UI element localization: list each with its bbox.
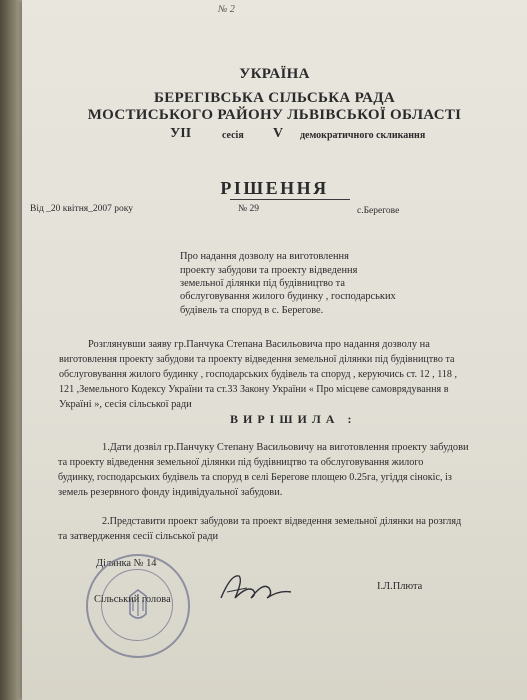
handwritten-signature xyxy=(217,568,297,608)
subject-line: проекту забудови та проекту відведення xyxy=(180,265,358,276)
convocation-number: V xyxy=(273,126,284,141)
subject-line: обслуговування жилого будинку , господарських xyxy=(180,291,396,302)
session-label: сесія xyxy=(222,130,244,141)
page-edge-shadow xyxy=(0,0,22,700)
preamble-line: Розглянувши заяву гр.Панчука Степана Васильовича про надання дозволу на xyxy=(88,339,430,350)
preamble-line: обслуговування жилого будинку , господарських будівель та споруд , керуючись ст. 12 , 118 , xyxy=(59,369,458,380)
signature-role: Сільський голова xyxy=(94,594,171,605)
item-line: та проекту відведення земельної ділянки під будівництво та обслуговування жилого xyxy=(58,457,424,468)
signatory-name: І.Л.Плюта xyxy=(377,581,423,592)
council-name-line2: МОСТИСЬКОГО РАЙОНУ ЛЬВІВСЬКОЇ ОБЛАСТІ xyxy=(87,107,462,123)
preamble-line: виготовлення проекту забудови та проекту відведення земельної ділянки під будівництво та xyxy=(59,354,455,365)
item-line: 1.Дати дозвіл гр.Панчуку Степану Васильовичу на виготовлення проекту забудови xyxy=(102,442,469,453)
title-underline xyxy=(230,199,350,200)
plot-number: Ділянка № 14 xyxy=(96,558,157,569)
subject-line: земельної ділянки під будівництво та xyxy=(180,278,345,289)
country-heading: УКРАЇНА xyxy=(239,66,310,82)
council-name-line1: БЕРЕГІВСЬКА СІЛЬСЬКА РАДА xyxy=(153,90,395,106)
subject-line: Про надання дозволу на виготовлення xyxy=(180,251,349,262)
item-line: будинку, господарських будівель та споруд в селі Берегове площею 0.25га, угіддя сінокіс, із xyxy=(58,472,452,483)
handwritten-mark: № 2 xyxy=(218,4,235,15)
decision-number: № 29 xyxy=(238,204,259,214)
item-line: земель резервного фонду індивідуальної забудови. xyxy=(58,487,283,498)
decision-place: с.Берегове xyxy=(357,206,400,216)
preamble-line: Україні », сесія сільської ради xyxy=(59,399,192,410)
item-line: та затвердження сесії сільської ради xyxy=(58,531,219,542)
document-title: РІШЕННЯ xyxy=(220,178,329,198)
document-page xyxy=(22,0,527,700)
item-line: 2.Представити проект забудови та проект відведення земельної ділянки на розгляд xyxy=(102,516,462,527)
preamble-line: 121 ,Земельного Кодексу України та ст.33 Закону України « Про місцеве самоврядування в xyxy=(59,384,449,395)
session-number: УІІ xyxy=(170,126,192,141)
decided-heading: ВИРІШИЛА : xyxy=(230,412,357,426)
subject-line: будівель та споруд в с. Берегове. xyxy=(180,305,324,316)
convocation-label: демократичного скликання xyxy=(300,130,426,141)
decision-date: Від _20 квітня_2007 року xyxy=(30,204,134,214)
